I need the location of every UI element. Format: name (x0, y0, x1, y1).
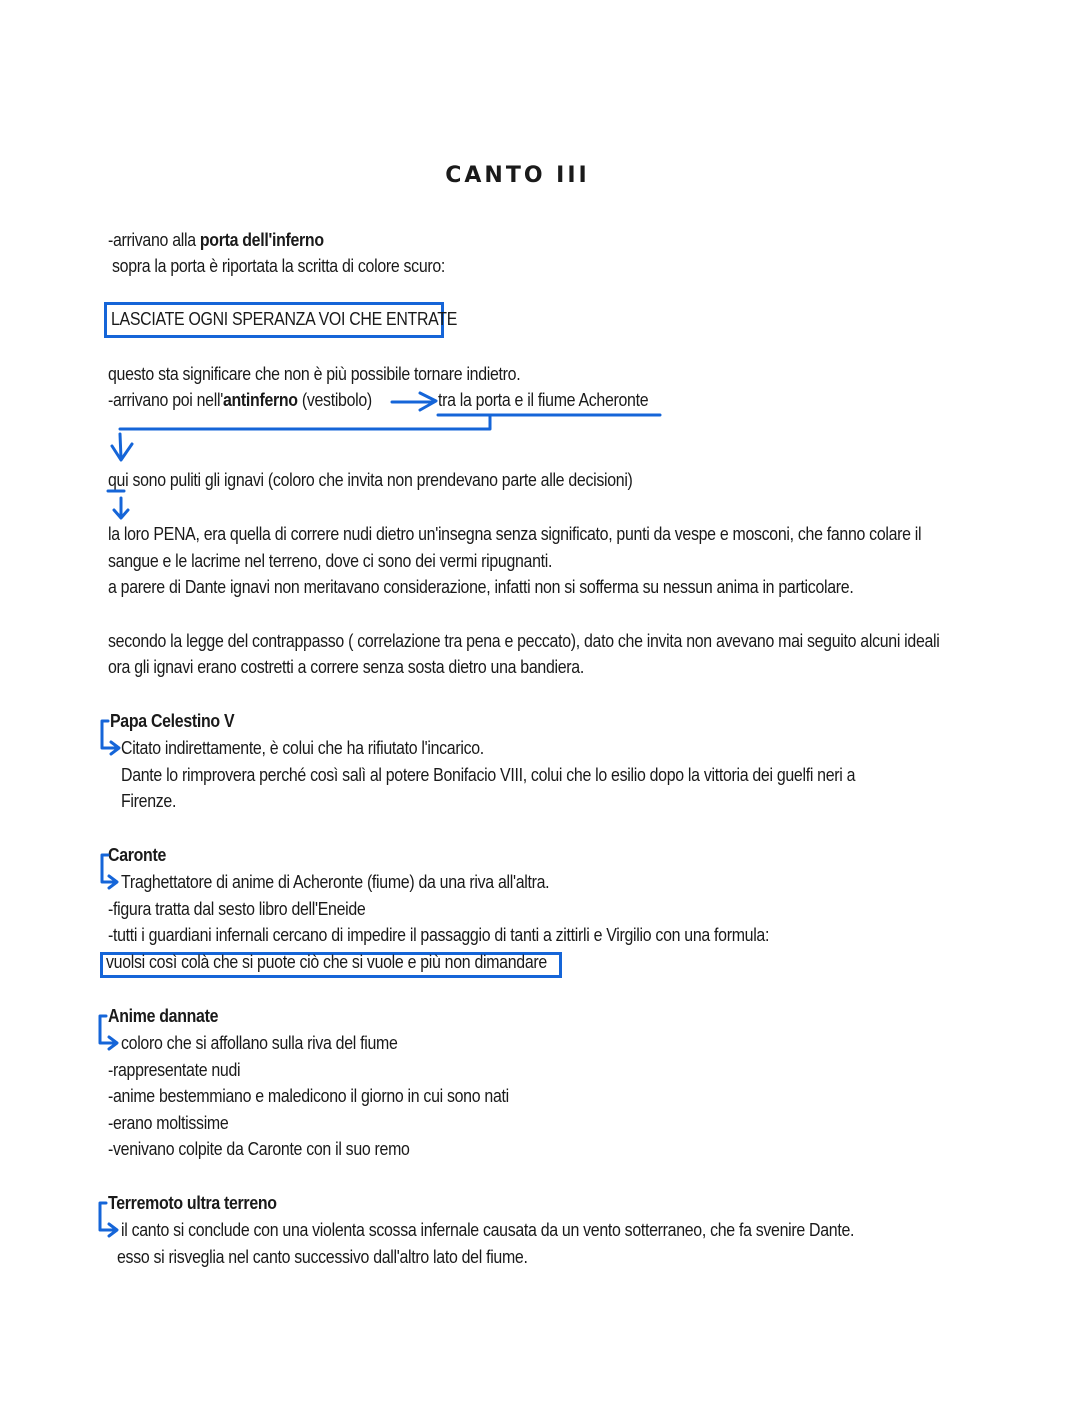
anime-line-2: -rappresentate nudi (108, 1059, 241, 1080)
contrappasso-line-2: ora gli ignavi erano costretti a correre senza sosta dietro una bandiera. (108, 656, 584, 677)
celestino-line-3: Firenze. (121, 790, 177, 811)
celestino-line-1: Citato indirettamente, è colui che ha rifiutato l'incarico. (121, 737, 484, 758)
terremoto-heading: Terremoto ultra terreno (108, 1192, 277, 1213)
intro-line-1 (108, 227, 324, 254)
anime-heading: Anime dannate (108, 1005, 219, 1026)
antinferno-bold: antinferno (222, 389, 298, 410)
antinferno-prefix: -arrivano poi nell' (108, 389, 223, 410)
pena-line-2: sangue e le lacrime nel terreno, dove ci sono dei vermi ripugnanti. (108, 550, 553, 571)
caronte-heading: Caronte (108, 844, 167, 865)
intro-line-4 (108, 387, 372, 414)
right-arrow-icon (392, 393, 436, 410)
inscription-text: LASCIATE OGNI SPERANZA VOI CHE ENTRATE (111, 308, 458, 329)
terremoto-line-2: esso si risveglia nel canto successivo dall'altro lato del fiume. (117, 1246, 528, 1267)
caronte-line-1: Traghettatore di anime di Acheronte (fiume) da una riva all'altra. (121, 871, 550, 892)
anime-line-3: -anime bestemmiano e maledicono il giorno in cui sono nati (108, 1085, 509, 1106)
intro-line-2: sopra la porta è riportata la scritta di colore scuro: (112, 255, 446, 276)
ignavi-line: qui sono puliti gli ignavi (coloro che invita non prendevano parte alle decisioni) (108, 469, 633, 490)
anime-line-5: -venivano colpite da Caronte con il suo remo (108, 1138, 410, 1159)
intro-line-3: questo sta significare che non è più possibile tornare indietro. (108, 363, 521, 384)
bracket-connector (120, 415, 490, 429)
pena-line-3: a parere di Dante ignavi non meritavano considerazione, infatti non si sofferma su nessun anima in particolare. (108, 576, 854, 597)
anime-line-1: coloro che si affollano sulla riva del fiume (121, 1032, 398, 1053)
caronte-formula: vuolsi così colà che si puote ciò che si vuole e più non dimandare (106, 951, 547, 972)
caronte-line-2: -figura tratta dal sesto libro dell'Eneide (108, 898, 366, 919)
small-down-arrow-icon (114, 498, 128, 518)
antinferno-location-text: tra la porta e il fiume Acheronte (438, 389, 649, 410)
pena-line-1: la loro PENA, era quella di correre nudi dietro un'insegna senza significato, punti da vespe e mosconi, che fanno colare il (108, 523, 922, 544)
terremoto-line-1: il canto si conclude con una violenta scossa infernale causata da un vento sotterraneo, che fa svenire Dante. (121, 1219, 855, 1240)
celestino-heading: Papa Celestino V (110, 710, 235, 731)
intro-line-1-text: -arrivano alla (108, 229, 200, 250)
celestino-line-2: Dante lo rimprovera perché così salì al potere Bonifacio VIII, colui che lo esilio dopo la vittoria dei guelfi neri a (121, 764, 856, 785)
page-title: CANTO III (445, 163, 590, 188)
anime-line-4: -erano moltissime (108, 1112, 229, 1133)
down-arrow-icon (112, 434, 132, 460)
vestibolo-text: (vestibolo) (297, 389, 372, 410)
porta-inferno-bold: porta dell'inferno (199, 229, 324, 250)
caronte-line-3: -tutti i guardiani infernali cercano di impedire il passaggio di tanti a zittirli e Virgilio con una formula: (108, 924, 770, 945)
contrappasso-line-1: secondo la legge del contrappasso ( correlazione tra pena e peccato), dato che invita non avevano mai seguito alcuni ideali (108, 630, 940, 651)
